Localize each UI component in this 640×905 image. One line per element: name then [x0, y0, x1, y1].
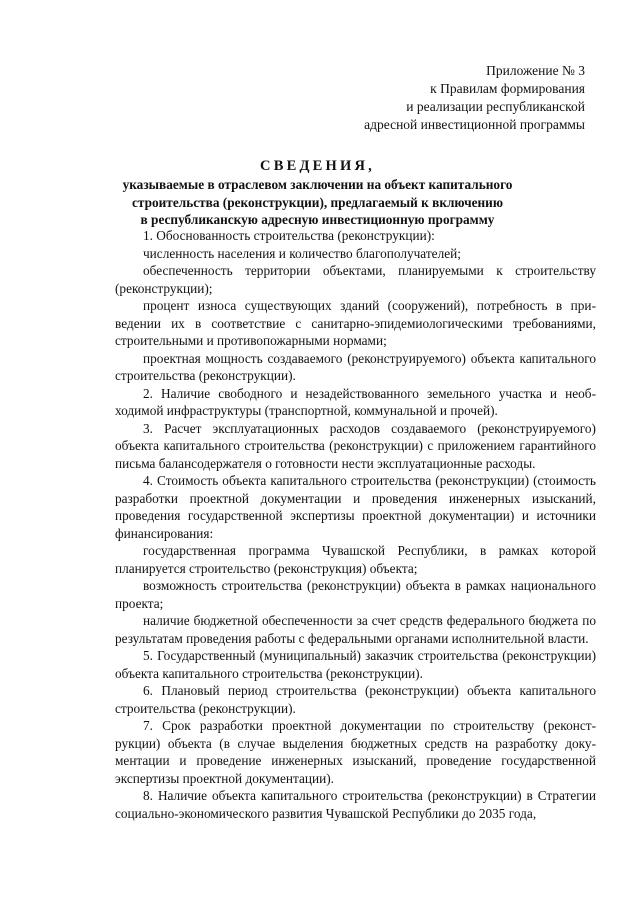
- body-paragraph: государственная программа Чувашской Республики, в рамках которой планируется строительство (реконструкция) объекта;: [115, 543, 596, 576]
- body-paragraph: наличие бюджетной обеспеченности за счет средств федерального бюджета по результатам проведения работы с федеральными органами исполнительной власти.: [115, 613, 596, 646]
- appendix-reference: [340, 62, 585, 134]
- document-title: СВЕДЕНИЯ,: [260, 158, 375, 174]
- document-subtitle-line: указываемые в отраслевом заключении на объект капитального: [122, 177, 513, 192]
- appendix-line: к Правилам формирования: [430, 81, 585, 96]
- document-body: [115, 227, 596, 822]
- appendix-line: Приложение № 3: [486, 63, 585, 78]
- body-paragraph: 2. Наличие свободного и незадействованного земельного участка и необходимой инфраструктуры (транспортной, коммунальной и прочей).: [115, 385, 596, 418]
- document-subtitle-line: в республиканскую адресную инвестиционную программу: [140, 212, 495, 227]
- body-paragraph: 1. Обоснованность строительства (реконструкции):: [143, 228, 435, 243]
- appendix-line: адресной инвестиционной программы: [364, 117, 585, 132]
- body-paragraph: 6. Плановый период строительства (реконструкции) объекта капитального строительства (реконструкции).: [115, 683, 596, 716]
- document-subtitle-line: строительства (реконструкции), предлагаемый к включению: [132, 194, 503, 210]
- body-paragraph: обеспеченность территории объектами, планируемыми к строительству (реконструкции);: [115, 263, 596, 296]
- body-paragraph: численность населения и количество благополучателей;: [143, 245, 461, 261]
- body-paragraph: проектная мощность создаваемого (реконструируемого) объекта капитального строительства (реконструкции).: [115, 350, 596, 383]
- body-paragraph: 7. Срок разработки проектной документации по строительству (реконструкции) объекта (в случае выделения бюджетных средств на разработку документации и проведение инженерных изысканий, проведение государственной экспертизы проектной документации).: [115, 718, 596, 786]
- body-paragraph: возможность строительства (реконструкции) объекта в рамках национального проекта;: [115, 578, 596, 611]
- appendix-line: и реализации республиканской: [406, 99, 585, 114]
- document-heading: [95, 157, 540, 229]
- body-paragraph: 4. Стоимость объекта капитального строительства (реконструкции) (стоимость разработки проектной документации и проведения инженерных изысканий, проведения государственной экспертизы проектной документации) и источники финансирования:: [115, 473, 596, 541]
- body-paragraph: процент износа существующих зданий (сооружений), потребность в приведении их в соответствие с санитарно-эпидемиологическими требованиями, строительными и противопожарными нормами;: [115, 298, 596, 348]
- body-paragraph: 3. Расчет эксплуатационных расходов создаваемого (реконструируемого) объекта капитального строительства (реконструкции) с приложением гарантийного письма балансодержателя о готовности нести эксплуатационные расходы.: [115, 420, 596, 471]
- body-paragraph: 5. Государственный (муниципальный) заказчик строительства (реконструкции) объекта капитального строительства (реконструкции).: [115, 648, 596, 681]
- body-paragraph: 8. Наличие объекта капитального строительства (реконструкции) в Стратегии социально-экономического развития Чувашской Республики до 2035 года,: [115, 788, 596, 821]
